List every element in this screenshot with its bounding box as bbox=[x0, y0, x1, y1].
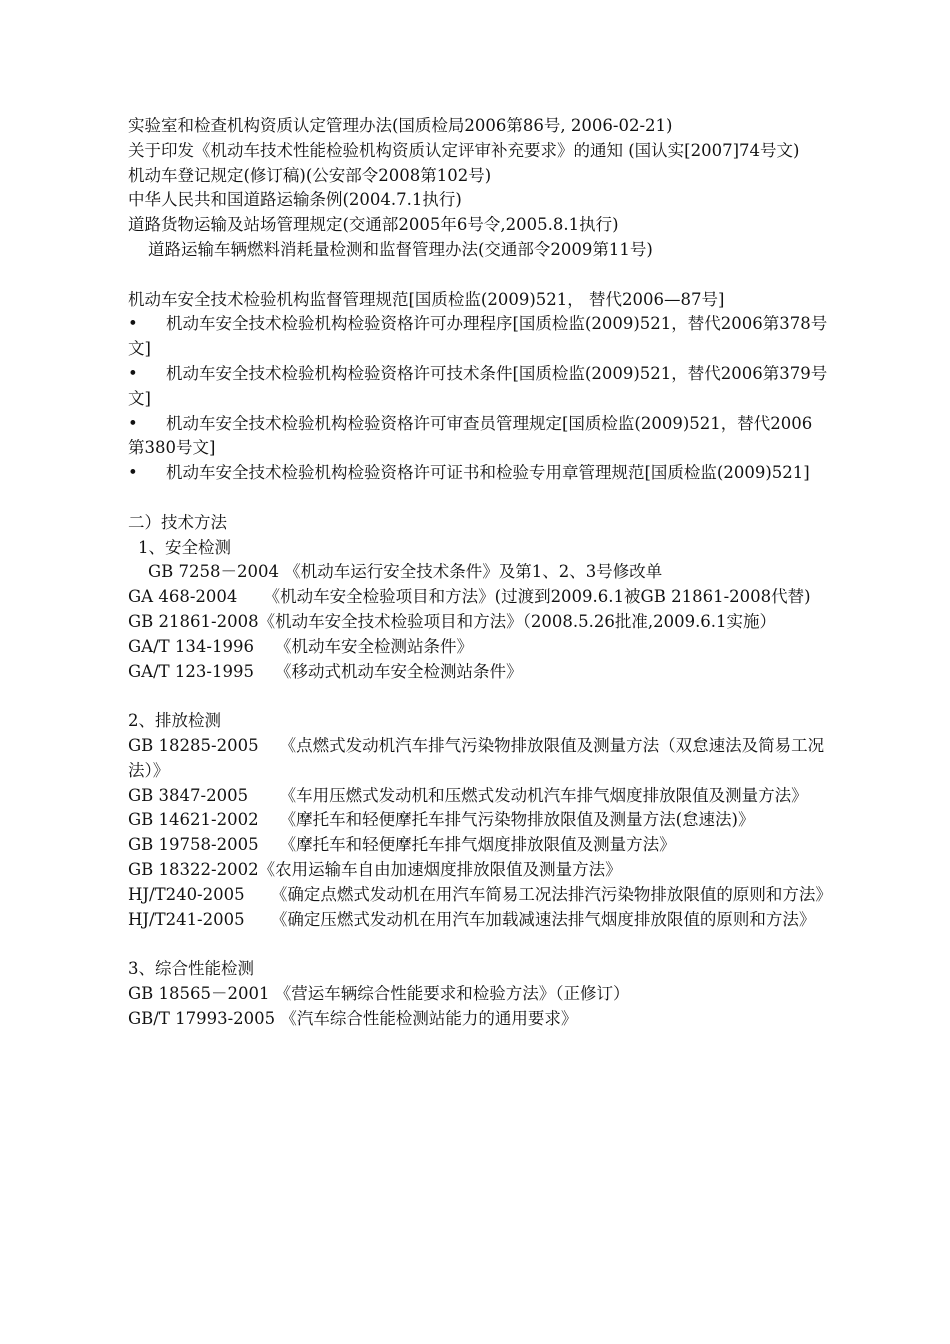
bullet-text: 机动车安全技术检验机构检验资格许可技术条件[国质检监(2009)521，替代2006第379号文] bbox=[128, 363, 828, 408]
standard-line: GB 19758-2005 《摩托车和轻便摩托车排气烟度排放限值及测量方法》 bbox=[128, 835, 676, 855]
spacer bbox=[128, 263, 828, 288]
regulation-line: 道路运输车辆燃料消耗量检测和监督管理办法(交通部令2009第11号) bbox=[148, 239, 653, 259]
standard-line: GB 7258－2004 《机动车运行安全技术条件》及第1、2、3号修改单 bbox=[148, 562, 663, 582]
bullet-item bbox=[128, 312, 828, 362]
standard-line: GB 21861-2008《机动车安全技术检验项目和方法》（2008.5.26批准,2009.6.1实施） bbox=[128, 611, 777, 631]
bullet-item bbox=[128, 362, 828, 412]
spacer bbox=[128, 684, 828, 709]
regulation-line: 实验室和检查机构资质认定管理办法(国质检局2006第86号, 2006-02-21) bbox=[128, 116, 673, 135]
regulation-line: 道路货物运输及站场管理规定(交通部2005年6号令,2005.8.1执行) bbox=[128, 215, 619, 235]
standard-line: GB 18285-2005 《点燃式发动机汽车排气污染物排放限值及测量方法（双怠速法及简易工况法）》 bbox=[128, 735, 825, 780]
subsection-heading-safety: 1、安全检测 bbox=[138, 537, 231, 557]
standard-line: GB/T 17993-2005 《汽车综合性能检测站能力的通用要求》 bbox=[128, 1008, 578, 1028]
standard-line: GA/T 123-1995 《移动式机动车安全检测站条件》 bbox=[128, 661, 523, 681]
bullet-text: 机动车安全技术检验机构检验资格许可办理程序[国质检监(2009)521，替代2006第378号文] bbox=[128, 314, 828, 359]
standard-line: HJ/T241-2005 《确定压燃式发动机在用汽车加载减速法排气烟度排放限值的原则和方法》 bbox=[128, 909, 816, 929]
regulation-line: 中华人民共和国道路运输条例(2004.7.1执行) bbox=[128, 190, 462, 210]
supervision-line: 机动车安全技术检验机构监督管理规范[国质检监(2009)521， 替代2006—87号] bbox=[128, 289, 725, 309]
standard-line: GB 18565－2001 《营运车辆综合性能要求和检验方法》（正修订） bbox=[128, 983, 630, 1003]
bullet-item bbox=[128, 461, 828, 486]
standard-line: GB 3847-2005 《车用压燃式发动机和压燃式发动机汽车排气烟度排放限值及测量方法》 bbox=[128, 785, 808, 805]
spacer bbox=[128, 932, 828, 957]
subsection-heading-comprehensive: 3、综合性能检测 bbox=[128, 959, 254, 979]
regulation-line: 机动车登记规定(修订稿)(公安部令2008第102号) bbox=[128, 165, 492, 185]
document-page bbox=[128, 114, 832, 1031]
bullet-text: 机动车安全技术检验机构检验资格许可证书和检验专用章管理规范[国质检监(2009)521] bbox=[166, 463, 810, 483]
bullet-icon: • bbox=[128, 363, 138, 383]
standard-line: GB 18322-2002《农用运输车自由加速烟度排放限值及测量方法》 bbox=[128, 859, 622, 879]
bullet-text: 机动车安全技术检验机构检验资格许可审查员管理规定[国质检监(2009)521，替代2006第380号文] bbox=[128, 413, 813, 458]
bullet-icon: • bbox=[128, 413, 138, 433]
spacer bbox=[128, 486, 828, 511]
subsection-heading-emission: 2、排放检测 bbox=[128, 711, 221, 731]
standard-line: HJ/T240-2005 《确定点燃式发动机在用汽车简易工况法排汽污染物排放限值的原则和方法》 bbox=[128, 884, 832, 904]
standard-line: GA 468-2004 《机动车安全检验项目和方法》(过渡到2009.6.1被GB 21861-2008代替) bbox=[128, 587, 811, 607]
standard-line: GB 14621-2002 《摩托车和轻便摩托车排气污染物排放限值及测量方法(怠速法)》 bbox=[128, 810, 755, 830]
bullet-icon: • bbox=[128, 314, 138, 334]
bullet-icon: • bbox=[128, 463, 138, 483]
bullet-item bbox=[128, 412, 828, 462]
section-heading: 二）技术方法 bbox=[128, 512, 227, 532]
standard-line: GA/T 134-1996 《机动车安全检测站条件》 bbox=[128, 636, 473, 656]
regulation-line: 关于印发《机动车技术性能检验机构资质认定评审补充要求》的通知 (国认实[2007]74号文) bbox=[128, 140, 800, 160]
